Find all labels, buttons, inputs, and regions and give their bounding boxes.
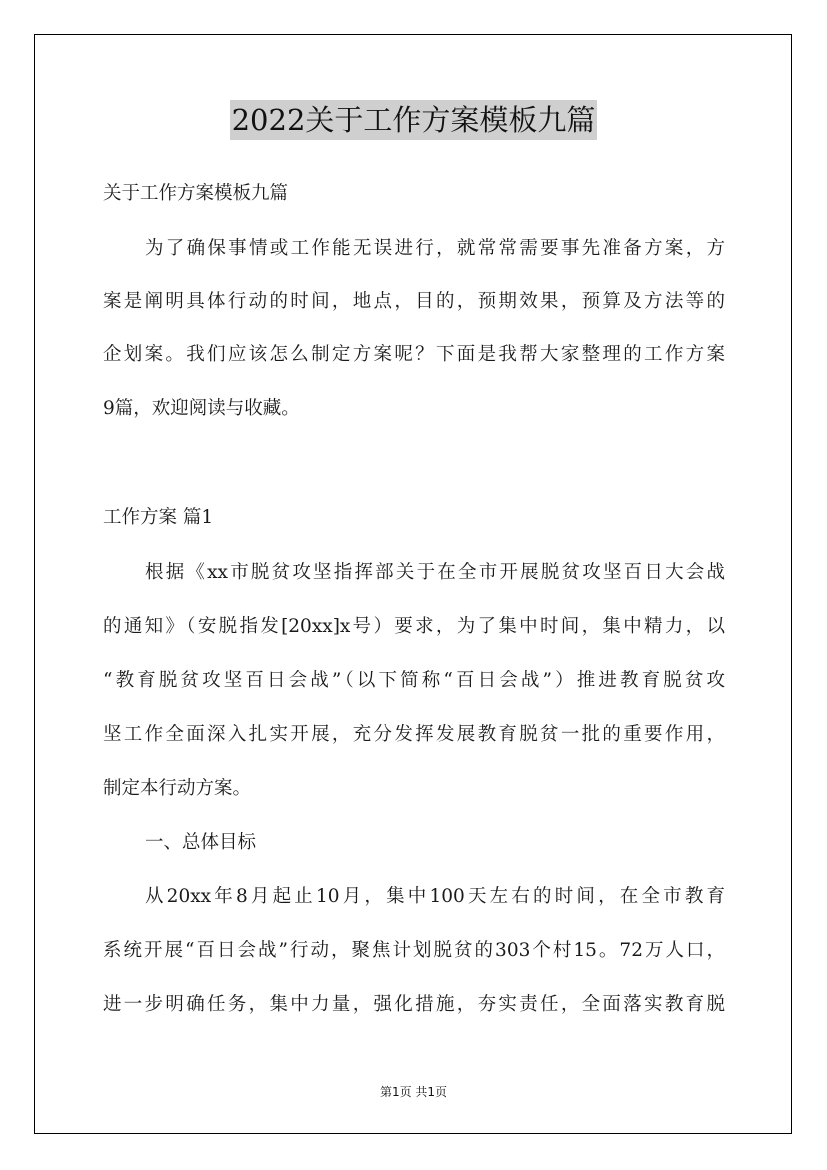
title-container (0, 100, 827, 140)
intro-line: 企划案。我们应该怎么制定方案呢？下面是我帮大家整理的工作方案 (103, 344, 725, 365)
paragraph-line: 坚工作全面深入扎实开展，充分发挥发展教育脱贫一批的重要作用， (103, 724, 725, 745)
paragraph-line: 制定本行动方案。 (103, 778, 252, 799)
document-title: 2022关于工作方案模板九篇 (230, 100, 598, 140)
paragraph-line: 系统开展“百日会战”行动，聚焦计划脱贫的303个村15。72万人口， (103, 940, 725, 961)
intro-line: 案是阐明具体行动的时间，地点，目的，预期效果，预算及方法等的 (103, 291, 725, 312)
sub-heading: 一、总体目标 (145, 832, 257, 853)
page-indicator: 第1页 共1页 (379, 1085, 448, 1099)
paragraph-line: 根据《xx市脱贫攻坚指挥部关于在全市开展脱贫攻坚百日大会战 (145, 562, 725, 583)
section-heading: 工作方案 篇1 (103, 507, 214, 528)
intro-line: 为了确保事情或工作能无误进行，就常常需要事先准备方案，方 (145, 238, 725, 259)
document-subtitle: 关于工作方案模板九篇 (103, 183, 289, 204)
intro-line: 9篇，欢迎阅读与收藏。 (103, 398, 300, 419)
paragraph-line: 从20xx年8月起止10月，集中100天左右的时间，在全市教育 (145, 886, 725, 907)
paragraph-line: 进一步明确任务，集中力量，强化措施，夯实责任，全面落实教育脱 (103, 994, 725, 1015)
paragraph-line: “教育脱贫攻坚百日会战”（以下简称“百日会战”）推进教育脱贫攻 (103, 670, 725, 691)
paragraph-line: 的通知》（安脱指发[20xx]x号）要求，为了集中时间，集中精力，以 (103, 616, 725, 637)
